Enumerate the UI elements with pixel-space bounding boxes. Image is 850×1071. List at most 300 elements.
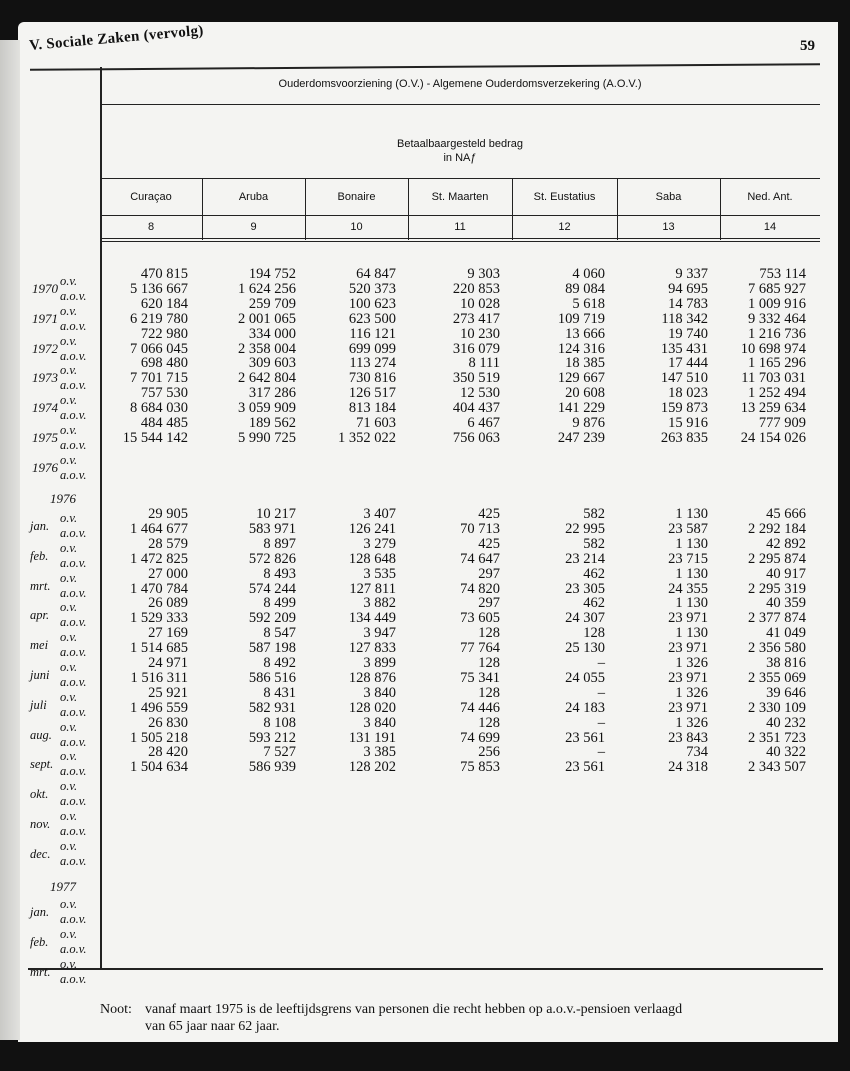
- table-row-aov: [100, 282, 810, 297]
- cell-value: 2 358 004: [238, 340, 296, 357]
- year-heading: 1976: [50, 491, 76, 506]
- cell-value: 813 184: [348, 400, 396, 417]
- cell-value: 127 833: [348, 640, 396, 657]
- cell-value: 2 642 804: [238, 370, 296, 387]
- aov-label: a.o.v.: [60, 853, 87, 868]
- table-row-aov: [100, 401, 810, 416]
- row-label: mei: [30, 638, 49, 653]
- cell-value: 3 947: [363, 625, 396, 642]
- cell-value: 730 816: [348, 370, 396, 387]
- cell-value: 23 561: [565, 759, 605, 776]
- aov-label: a.o.v.: [60, 674, 87, 689]
- cell-value: 1 472 825: [130, 550, 188, 567]
- cell-value: 1 130: [675, 595, 708, 612]
- cell-value: 777 909: [758, 415, 806, 431]
- cell-value: 74 647: [460, 550, 500, 567]
- footnote-text-line1: vanaf maart 1975 is de leeftijdsgrens van personen die recht hebben op a.o.v.-pensioen verlaagd: [145, 1002, 683, 1017]
- cell-value: 7 701 715: [130, 370, 188, 387]
- cell-value: 623 500: [348, 310, 396, 327]
- cell-value: 1 252 494: [748, 385, 806, 402]
- column-header: Aruba: [238, 191, 269, 203]
- cell-value: 20 608: [565, 385, 605, 402]
- ov-label: o.v.: [60, 779, 78, 794]
- header-bottom-rule: [100, 238, 820, 239]
- aov-label: a.o.v.: [60, 764, 87, 779]
- cell-value: 64 847: [356, 266, 396, 282]
- cell-value: 13 666: [565, 325, 605, 342]
- cell-value: 2 330 109: [748, 699, 806, 716]
- cell-value: 6 219 780: [130, 310, 188, 327]
- cell-value: 24 971: [148, 655, 188, 671]
- table-row-ov: [100, 327, 810, 342]
- row-label: juli: [30, 697, 47, 712]
- cell-value: 8 499: [263, 595, 296, 612]
- ov-label: o.v.: [60, 511, 78, 525]
- cell-value: 75 341: [460, 669, 500, 686]
- cell-value: 40 322: [766, 744, 806, 761]
- aov-label: a.o.v.: [60, 408, 87, 423]
- cell-value: 127 811: [349, 580, 396, 597]
- ov-label: o.v.: [60, 897, 78, 911]
- table-row-aov: [100, 701, 810, 716]
- cell-value: 135 431: [660, 340, 708, 357]
- cell-value: 26 089: [148, 595, 188, 612]
- cell-value: 11 703 031: [741, 370, 806, 387]
- cell-value: 582: [583, 506, 605, 522]
- column-header: St. Eustatius: [533, 191, 596, 203]
- row-label: 1976: [32, 459, 58, 475]
- cell-value: 24 318: [668, 759, 708, 776]
- cell-value: 189 562: [248, 415, 296, 431]
- column-divider: [720, 178, 721, 240]
- cell-value: 8 897: [263, 535, 296, 552]
- ov-label: o.v.: [60, 689, 78, 704]
- cell-value: 2 343 507: [748, 759, 806, 776]
- cell-value: 1 624 256: [238, 280, 296, 297]
- cell-value: 25 130: [565, 640, 605, 657]
- cell-value: 70 713: [460, 520, 500, 537]
- cell-value: 19 740: [668, 325, 708, 342]
- header-rule: [100, 178, 820, 179]
- column-divider: [617, 178, 618, 240]
- cell-value: 2 377 874: [748, 610, 806, 627]
- table-row-aov: [100, 611, 810, 626]
- cell-value: 3 279: [363, 535, 396, 552]
- cell-value: 10 028: [460, 295, 500, 312]
- cell-value: 462: [583, 595, 605, 612]
- aov-label: a.o.v.: [60, 704, 87, 719]
- cell-value: 1 470 784: [130, 580, 188, 597]
- table-row-ov: [100, 356, 810, 371]
- cell-value: 592 209: [248, 610, 296, 627]
- cell-value: 14 783: [668, 295, 708, 312]
- cell-value: 71 603: [356, 415, 396, 431]
- table-row-ov: [100, 567, 810, 582]
- row-label: feb.: [30, 548, 49, 563]
- cell-value: 75 853: [460, 759, 500, 776]
- aov-label: a.o.v.: [60, 555, 87, 570]
- cell-value: 23 715: [668, 550, 708, 567]
- ov-label: o.v.: [60, 274, 78, 288]
- cell-value: 1 505 218: [130, 729, 188, 746]
- cell-value: 74 446: [460, 699, 500, 716]
- cell-value: –: [597, 744, 605, 761]
- cell-value: 77 764: [460, 640, 500, 657]
- cell-value: 7 066 045: [130, 340, 188, 357]
- row-label: okt.: [30, 787, 49, 802]
- cell-value: 23 971: [668, 669, 708, 686]
- cell-value: 74 820: [460, 580, 500, 597]
- table-row-ov: [100, 507, 810, 522]
- footnote-text-line2: van 65 jaar naar 62 jaar.: [145, 1019, 280, 1034]
- ov-label: o.v.: [60, 600, 78, 615]
- cell-value: 3 407: [363, 506, 396, 522]
- row-label: 1974: [32, 400, 58, 416]
- cell-value: 13 259 634: [740, 400, 806, 417]
- cell-value: 24 154 026: [740, 429, 806, 446]
- cell-value: 574 244: [248, 580, 296, 597]
- cell-value: 45 666: [766, 506, 806, 522]
- cell-value: 756 063: [452, 429, 500, 446]
- cell-value: 1 464 677: [130, 520, 188, 537]
- cell-value: 583 971: [248, 520, 296, 537]
- cell-value: 42 892: [766, 535, 806, 552]
- cell-value: 128 876: [348, 669, 396, 686]
- cell-value: 1 009 916: [748, 295, 806, 312]
- cell-value: 2 001 065: [238, 310, 296, 327]
- cell-value: 3 059 909: [238, 400, 296, 417]
- cell-value: 116 121: [349, 325, 396, 342]
- table-row-aov: [100, 431, 810, 446]
- table-bottom-rule: [28, 968, 823, 970]
- cell-value: 23 561: [565, 729, 605, 746]
- cell-value: 24 307: [565, 610, 605, 627]
- cell-value: 7 685 927: [748, 280, 806, 297]
- cell-value: 1 130: [675, 565, 708, 582]
- aov-label: a.o.v.: [60, 525, 87, 540]
- column-header: Curaçao: [130, 191, 172, 203]
- aov-label: a.o.v.: [60, 794, 87, 809]
- aov-label: a.o.v.: [60, 318, 87, 333]
- column-header: Saba: [655, 191, 682, 203]
- cell-value: 128: [478, 714, 500, 731]
- table-row-aov: [100, 731, 810, 746]
- cell-value: 5 618: [572, 295, 605, 312]
- ov-label: o.v.: [60, 956, 78, 971]
- cell-value: 109 719: [557, 310, 605, 327]
- row-label: feb.: [30, 934, 49, 949]
- cell-value: 23 971: [668, 640, 708, 657]
- table-row-aov: [100, 582, 810, 597]
- cell-value: 1 326: [675, 714, 708, 731]
- table-row-ov: [100, 267, 810, 282]
- cell-value: 1 130: [675, 625, 708, 642]
- cell-value: 620 184: [140, 295, 188, 312]
- cell-value: 5 136 667: [130, 280, 188, 297]
- row-label: 1973: [32, 370, 58, 386]
- table-row-ov: [100, 537, 810, 552]
- cell-value: 89 084: [565, 280, 605, 297]
- cell-value: 29 905: [148, 506, 188, 522]
- column-divider: [202, 178, 203, 240]
- table-row-aov: [100, 641, 810, 656]
- cell-value: 425: [478, 506, 500, 522]
- ov-label: o.v.: [60, 660, 78, 674]
- ov-label: o.v.: [60, 333, 78, 348]
- cell-value: 582: [583, 535, 605, 552]
- row-label: nov.: [30, 817, 51, 831]
- cell-value: 113 274: [349, 355, 396, 372]
- cell-value: 317 286: [248, 385, 296, 402]
- cell-value: 698 480: [140, 355, 188, 372]
- aov-label: a.o.v.: [60, 437, 87, 452]
- table-row-ov: [100, 297, 810, 312]
- cell-value: 572 826: [248, 550, 296, 567]
- cell-value: 470 815: [140, 266, 188, 282]
- cell-value: 73 605: [460, 610, 500, 627]
- row-label: 1972: [32, 340, 58, 356]
- cell-value: 134 449: [348, 610, 396, 627]
- cell-value: 23 587: [668, 520, 708, 537]
- footnote-label: Noot:: [100, 1002, 132, 1017]
- ov-label: o.v.: [60, 452, 78, 467]
- cell-value: 734: [686, 744, 708, 761]
- table-row-ov: [100, 745, 810, 760]
- cell-value: 22 995: [565, 520, 605, 537]
- cell-value: 128 202: [348, 759, 396, 776]
- previous-page-edge: [0, 40, 20, 1040]
- table-title: Ouderdomsvoorziening (O.V.) - Algemene Ouderdomsverzekering (A.O.V.): [278, 78, 642, 90]
- cell-value: 23 214: [565, 550, 605, 567]
- column-number: 11: [454, 221, 466, 233]
- cell-value: 1 326: [675, 684, 708, 701]
- cell-value: 1 496 559: [130, 699, 188, 716]
- cell-value: 194 752: [248, 266, 296, 282]
- row-label: aug.: [30, 727, 52, 742]
- column-divider: [408, 178, 409, 240]
- cell-value: –: [597, 684, 605, 701]
- cell-value: 24 183: [565, 699, 605, 716]
- cell-value: 297: [478, 565, 500, 582]
- cell-value: 24 355: [668, 580, 708, 597]
- cell-value: 4 060: [572, 266, 605, 282]
- row-label: mrt.: [30, 578, 51, 593]
- cell-value: 40 359: [766, 595, 806, 612]
- cell-value: 334 000: [248, 325, 296, 342]
- ov-label: o.v.: [60, 393, 78, 408]
- aov-label: a.o.v.: [60, 971, 87, 986]
- cell-value: 39 646: [766, 684, 806, 701]
- aov-label: a.o.v.: [60, 823, 87, 838]
- aov-label: a.o.v.: [60, 378, 87, 393]
- cell-value: 40 917: [766, 565, 806, 582]
- cell-value: 23 843: [668, 729, 708, 746]
- cell-value: 28 579: [148, 535, 188, 552]
- cell-value: 26 830: [148, 714, 188, 731]
- cell-value: 9 337: [675, 266, 708, 282]
- cell-value: 94 695: [668, 280, 708, 297]
- cell-value: 7 527: [263, 744, 296, 761]
- aov-label: a.o.v.: [60, 288, 87, 303]
- section-title: V. Sociale Zaken (vervolg): [28, 22, 205, 55]
- cell-value: 12 530: [460, 385, 500, 402]
- cell-value: 757 530: [140, 385, 188, 402]
- cell-value: 2 295 874: [748, 550, 806, 567]
- cell-value: 128: [478, 684, 500, 701]
- cell-value: 25 921: [148, 684, 188, 701]
- cell-value: 1 165 296: [748, 355, 806, 372]
- row-label: juni: [30, 668, 50, 682]
- cell-value: 587 198: [248, 640, 296, 657]
- cell-value: 2 292 184: [748, 520, 806, 537]
- aov-label: a.o.v.: [60, 911, 87, 926]
- cell-value: 1 130: [675, 506, 708, 522]
- table-subtitle: Betaalbaargesteld bedrag: [397, 138, 523, 150]
- table-row-aov: [100, 371, 810, 386]
- cell-value: 8 108: [263, 714, 296, 731]
- cell-value: –: [597, 714, 605, 731]
- cell-value: 10 698 974: [740, 340, 806, 357]
- cell-value: 462: [583, 565, 605, 582]
- aov-label: a.o.v.: [60, 348, 87, 363]
- cell-value: 520 373: [348, 280, 396, 297]
- table-row-aov: [100, 671, 810, 686]
- table-row-ov: [100, 386, 810, 401]
- cell-value: 128: [478, 625, 500, 642]
- ov-label: o.v.: [60, 749, 78, 764]
- ov-label: o.v.: [60, 926, 78, 941]
- cell-value: 27 169: [148, 625, 188, 642]
- ov-label: o.v.: [60, 809, 78, 823]
- cell-value: 128: [478, 655, 500, 671]
- cell-value: 24 055: [565, 669, 605, 686]
- cell-value: 10 217: [256, 506, 296, 522]
- cell-value: 141 229: [557, 400, 605, 417]
- cell-value: 722 980: [140, 325, 188, 342]
- cell-value: 1 352 022: [338, 429, 396, 446]
- column-header: Ned. Ant.: [747, 191, 793, 203]
- cell-value: 17 444: [668, 355, 708, 372]
- cell-value: 126 241: [348, 520, 396, 537]
- cell-value: 10 230: [460, 325, 500, 342]
- cell-value: 74 699: [460, 729, 500, 746]
- cell-value: 1 529 333: [130, 610, 188, 627]
- cell-value: 259 709: [248, 295, 296, 312]
- cell-value: 15 916: [668, 415, 708, 431]
- cell-value: 404 437: [452, 400, 500, 417]
- cell-value: 256: [478, 744, 500, 761]
- table-row-aov: [100, 552, 810, 567]
- aov-label: a.o.v.: [60, 615, 87, 630]
- cell-value: 2 295 319: [748, 580, 806, 597]
- cell-value: 128 648: [348, 550, 396, 567]
- row-label: 1975: [32, 430, 58, 445]
- cell-value: 316 079: [452, 340, 500, 357]
- ov-label: o.v.: [60, 540, 78, 555]
- table-row-aov: [100, 522, 810, 537]
- cell-value: 586 516: [248, 669, 296, 686]
- cell-value: 23 971: [668, 699, 708, 716]
- cell-value: 247 239: [557, 429, 605, 446]
- cell-value: 582 931: [248, 699, 296, 716]
- table-unit: in NAƒ: [443, 152, 477, 164]
- cell-value: 3 882: [363, 595, 396, 612]
- cell-value: 309 603: [248, 355, 296, 372]
- cell-value: 273 417: [452, 310, 500, 327]
- table-row-aov: [100, 312, 810, 327]
- row-label: 1971: [32, 310, 58, 326]
- aov-label: a.o.v.: [60, 734, 87, 749]
- cell-value: 220 853: [452, 280, 500, 297]
- cell-value: 3 840: [363, 714, 396, 731]
- cell-value: 1 504 634: [130, 759, 188, 776]
- column-header: St. Maarten: [431, 191, 489, 203]
- cell-value: 23 305: [565, 580, 605, 597]
- column-number: 8: [147, 221, 155, 233]
- row-label: apr.: [30, 608, 50, 623]
- cell-value: 699 099: [348, 340, 396, 357]
- cell-value: 129 667: [557, 370, 605, 387]
- ov-label: o.v.: [60, 838, 78, 853]
- cell-value: 126 517: [348, 385, 396, 402]
- table-row-aov: [100, 760, 810, 775]
- row-label: sept.: [30, 757, 54, 772]
- table-row-ov: [100, 416, 810, 431]
- table-row-ov: [100, 596, 810, 611]
- cell-value: 15 544 142: [122, 429, 188, 446]
- cell-value: 27 000: [148, 565, 188, 582]
- aov-label: a.o.v.: [60, 941, 87, 956]
- cell-value: 147 510: [660, 370, 708, 387]
- cell-value: –: [597, 655, 605, 671]
- ov-label: o.v.: [60, 423, 78, 437]
- column-number: 10: [350, 221, 363, 233]
- cell-value: 28 420: [148, 744, 188, 761]
- cell-value: 124 316: [557, 340, 605, 357]
- column-divider: [512, 178, 513, 240]
- cell-value: 1 514 685: [130, 640, 188, 657]
- column-number: 13: [662, 221, 675, 233]
- ov-label: o.v.: [60, 719, 78, 734]
- ov-label: o.v.: [60, 570, 78, 585]
- row-label: mrt.: [30, 964, 51, 979]
- row-label: jan.: [30, 519, 50, 533]
- cell-value: 9 332 464: [748, 310, 806, 327]
- cell-value: 484 485: [140, 415, 188, 431]
- cell-value: 1 216 736: [748, 325, 806, 342]
- cell-value: 128: [583, 625, 605, 642]
- cell-value: 128 020: [348, 699, 396, 716]
- year-heading: 1977: [50, 879, 76, 894]
- cell-value: 159 873: [660, 400, 708, 417]
- cell-value: 1 516 311: [130, 669, 188, 686]
- cell-value: 425: [478, 535, 500, 552]
- title-rule: [100, 104, 820, 105]
- cell-value: 38 816: [766, 655, 806, 671]
- cell-value: 3 535: [363, 565, 396, 582]
- aov-label: a.o.v.: [60, 467, 87, 482]
- cell-value: 9 303: [467, 266, 500, 282]
- cell-value: 593 212: [248, 729, 296, 746]
- row-label: dec.: [30, 846, 51, 861]
- cell-value: 1 130: [675, 535, 708, 552]
- cell-value: 23 971: [668, 610, 708, 627]
- column-number: 12: [558, 221, 571, 233]
- cell-value: 8 547: [263, 625, 296, 642]
- cell-value: 5 990 725: [238, 429, 296, 446]
- aov-label: a.o.v.: [60, 645, 87, 660]
- table-row-aov: [100, 342, 810, 357]
